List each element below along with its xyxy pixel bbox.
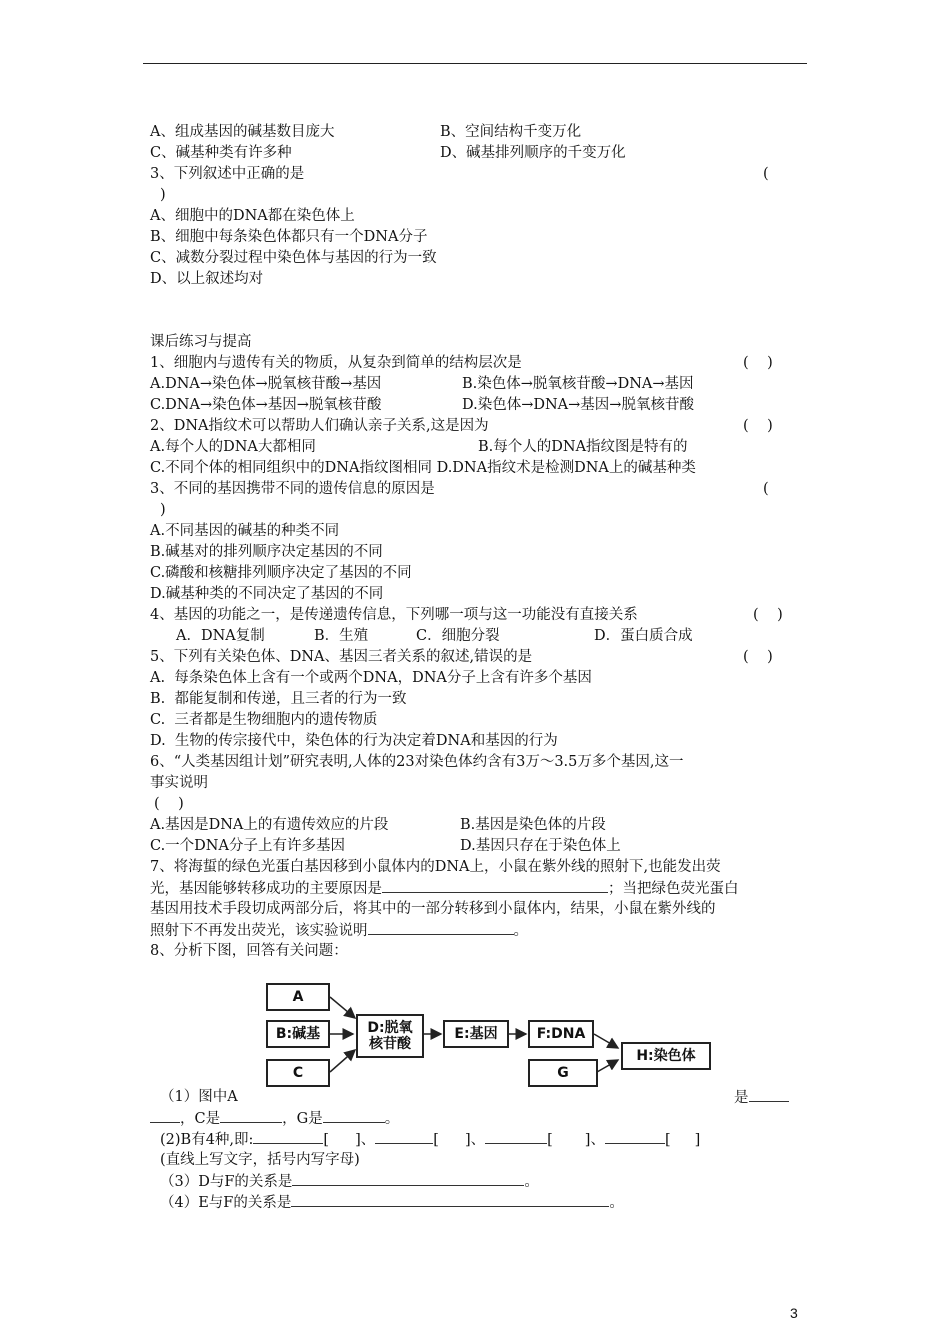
q7-line-2-post: ；当把绿色荧光蛋白: [608, 881, 739, 897]
q7-line-1: 7、将海蜇的绿色光蛋白基因移到小鼠体内的DNA上，小鼠在紫外线的照射下,也能发出荧: [150, 859, 721, 875]
box-b: [266, 1020, 330, 1048]
box-g-label: G: [557, 1065, 569, 1081]
q1-answer-paren[interactable]: ( ): [743, 355, 773, 371]
box-f-label: F:DNA: [536, 1026, 586, 1042]
q5-option-b: B. 都能复制和传递，且三者的行为一致: [150, 691, 407, 707]
q3-pre-option-c: C、减数分裂过程中染色体与基因的行为一致: [150, 250, 437, 266]
box-g: [528, 1059, 598, 1087]
q6-option-b: B.基因是染色体的片段: [460, 817, 606, 833]
q6-option-a: A.基因是DNA上的有遗传效应的片段: [150, 817, 389, 833]
page-number: 3: [790, 1305, 798, 1321]
q5-option-a: A. 每条染色体上含有一个或两个DNA，DNA分子上含有许多个基因: [150, 670, 592, 686]
q7-line-4-post: 。: [513, 923, 528, 939]
q8-bracket-close-2: ]: [464, 1132, 471, 1148]
box-a: [266, 983, 330, 1011]
q8-bracket-close-4: ]: [694, 1132, 701, 1148]
q8-s4-end: 。: [609, 1195, 624, 1211]
q2-stem: 2、DNA指纹术可以帮助人们确认亲子关系,这是因为: [150, 418, 489, 434]
q3-pre-paren-close: ): [160, 187, 166, 203]
q8-sep-1: 、: [360, 1132, 376, 1148]
q3-pre-option-a: A、细胞中的DNA都在染色体上: [150, 208, 355, 224]
q3-option-b: B.碱基对的排列顺序决定基因的不同: [150, 544, 383, 560]
box-f: [528, 1020, 594, 1048]
arrow-c-to-d: [330, 1050, 355, 1072]
q7-line-3: 基因用技术手段切成两部分后，将其中的一部分转移到小鼠体内，结果，小鼠在紫外线的: [150, 901, 716, 917]
q6-option-d: D.基因只存在于染色体上: [460, 838, 621, 854]
q1-stem: 1、细胞内与遗传有关的物质，从复杂到简单的结构层次是: [150, 355, 522, 371]
q8-s2-line: [160, 1129, 700, 1150]
option-a: A、组成基因的碱基数目庞大: [150, 124, 335, 140]
box-d-label-1: D:脱氧: [367, 1020, 413, 1036]
q3-paren-close: ): [160, 502, 166, 518]
q5-option-c: C. 三者都是生物细胞内的遗传物质: [150, 712, 378, 728]
q8-bracket-close-3: ]: [584, 1132, 591, 1148]
q8-s4: （4）E与F的关系是: [160, 1195, 292, 1211]
q5-stem: 5、下列有关染色体、DNA、基因三者关系的叙述,错误的是: [150, 649, 533, 665]
q3-option-d: D.碱基种类的不同决定了基因的不同: [150, 586, 384, 602]
arrow-a-to-d: [330, 997, 355, 1018]
q8-s3-end: 。: [524, 1174, 539, 1190]
q1-option-c: C.DNA→染色体→基因→脱氧核苷酸: [150, 397, 382, 413]
q6-line-2: 事实说明: [150, 775, 208, 791]
q6-answer-paren[interactable]: ( ): [154, 796, 184, 812]
q3-option-c: C.磷酸和核糖排列顺序决定了基因的不同: [150, 565, 412, 581]
box-h: [621, 1042, 711, 1070]
q3-option-a: A.不同基因的碱基的种类不同: [150, 523, 340, 539]
option-b: B、空间结构千变万化: [440, 124, 582, 140]
box-h-label: H:染色体: [636, 1048, 696, 1064]
q3-pre-option-b: B、细胞中每条染色体都只有一个DNA分子: [150, 229, 428, 245]
q8-bracket-open-2: [: [433, 1132, 439, 1148]
q8-s1-g: ，G是: [282, 1111, 323, 1127]
q2-option-a: A.每个人的DNA大都相同: [150, 439, 316, 455]
q3-stem: 3、不同的基因携带不同的遗传信息的原因是: [150, 481, 435, 497]
q8-s1-end: 。: [384, 1111, 400, 1127]
q8-s1-is-line: [734, 1087, 789, 1108]
q8-sep-3: 、: [590, 1132, 605, 1148]
box-d-label-2: 核苷酸: [369, 1036, 411, 1052]
q1-option-a: A.DNA→染色体→脱氧核苷酸→基因: [150, 376, 382, 392]
q8-blank-a-2[interactable]: [150, 1108, 180, 1123]
q8-s4-line: [160, 1192, 624, 1213]
q2-option-b: B.每个人的DNA指纹图是特有的: [478, 439, 688, 455]
q8-s2-pre: (2)B有4种,即:: [160, 1132, 254, 1148]
box-d: [356, 1014, 424, 1058]
option-d: D、碱基排列顺序的千变万化: [440, 145, 626, 161]
option-c: C、碱基种类有许多种: [150, 145, 292, 161]
q4-stem: 4、基因的功能之一，是传递遗传信息，下列哪一项与这一功能没有直接关系: [150, 607, 638, 623]
q2-option-cd: C.不同个体的相同组织中的DNA指纹图相同 D.DNA指纹术是检测DNA上的碱基种类: [150, 460, 696, 476]
q3-pre-stem: 3、下列叙述中正确的是: [150, 166, 305, 182]
q8-blank-c[interactable]: [220, 1108, 282, 1123]
q8-sep-2: 、: [470, 1132, 486, 1148]
q8-blank-g[interactable]: [323, 1108, 385, 1123]
q2-answer-paren[interactable]: ( ): [743, 418, 773, 434]
q1-option-d: D.染色体→DNA→基因→脱氧核苷酸: [462, 397, 694, 413]
q8-s1-pre: （1）图中A: [160, 1089, 238, 1105]
q8-blank-b4[interactable]: [605, 1129, 665, 1144]
q8-bracket-open-1: [: [323, 1132, 330, 1148]
q8-stem: 8、分析下图，回答有关问题：: [150, 943, 348, 959]
q5-answer-paren[interactable]: ( ): [743, 649, 773, 665]
box-e: [443, 1020, 509, 1048]
q1-option-b: B.染色体→脱氧核苷酸→DNA→基因: [462, 376, 694, 392]
q4-option-b: B．生殖: [314, 628, 369, 644]
q3-pre-paren-open: (: [763, 166, 769, 182]
q4-option-d: D．蛋白质合成: [594, 628, 693, 644]
q8-s1-line-2: [150, 1108, 399, 1129]
q8-blank-a-1[interactable]: [749, 1087, 789, 1102]
q8-s3: （3）D与F的关系是: [160, 1174, 293, 1190]
q3-paren-open: (: [763, 481, 769, 497]
q8-s2-note: (直线上写文字，括号内写字母): [160, 1152, 360, 1168]
q7-line-2-pre: 光，基因能够转移成功的主要原因是: [150, 881, 382, 897]
q5-option-d: D. 生物的传宗接代中，染色体的行为决定着DNA和基因的行为: [150, 733, 558, 749]
q8-bracket-open-3: [: [547, 1132, 553, 1148]
q8-blank-s4[interactable]: [291, 1192, 609, 1207]
q8-s1-c: ，C是: [180, 1111, 221, 1127]
box-e-label: E:基因: [454, 1026, 498, 1042]
box-b-label: B:碱基: [275, 1026, 321, 1042]
q3-pre-option-d: D、以上叙述均对: [150, 271, 264, 287]
q8-blank-s3[interactable]: [292, 1171, 524, 1186]
q8-blank-b3[interactable]: [485, 1129, 547, 1144]
box-a-label: A: [292, 989, 304, 1005]
box-c: [266, 1059, 330, 1087]
q7-line-4-pre: 照射下不再发出荧光，该实验说明: [150, 923, 368, 939]
q6-option-c: C.一个DNA分子上有许多基因: [150, 838, 345, 854]
arrow-f-to-h: [594, 1034, 618, 1048]
q8-bracket-open-4: [: [664, 1132, 671, 1148]
q8-s1-is: 是: [734, 1090, 749, 1106]
q8-s3-line: [160, 1171, 539, 1192]
arrow-g-to-h: [597, 1060, 618, 1072]
q8-bracket-close-1: ]: [355, 1132, 361, 1148]
q6-line-1: 6、“人类基因组计划”研究表明,人体的23对染色体约含有3万～3.5万多个基因,这一: [150, 754, 684, 770]
q8-blank-b1[interactable]: [253, 1129, 323, 1144]
q4-option-a: A．DNA复制: [176, 628, 265, 644]
section-title: 课后练习与提高: [150, 334, 252, 350]
q4-answer-paren[interactable]: ( ): [753, 607, 783, 623]
box-c-label: C: [292, 1065, 304, 1081]
q8-blank-b2[interactable]: [375, 1129, 433, 1144]
q4-option-c: C．细胞分裂: [416, 628, 500, 644]
